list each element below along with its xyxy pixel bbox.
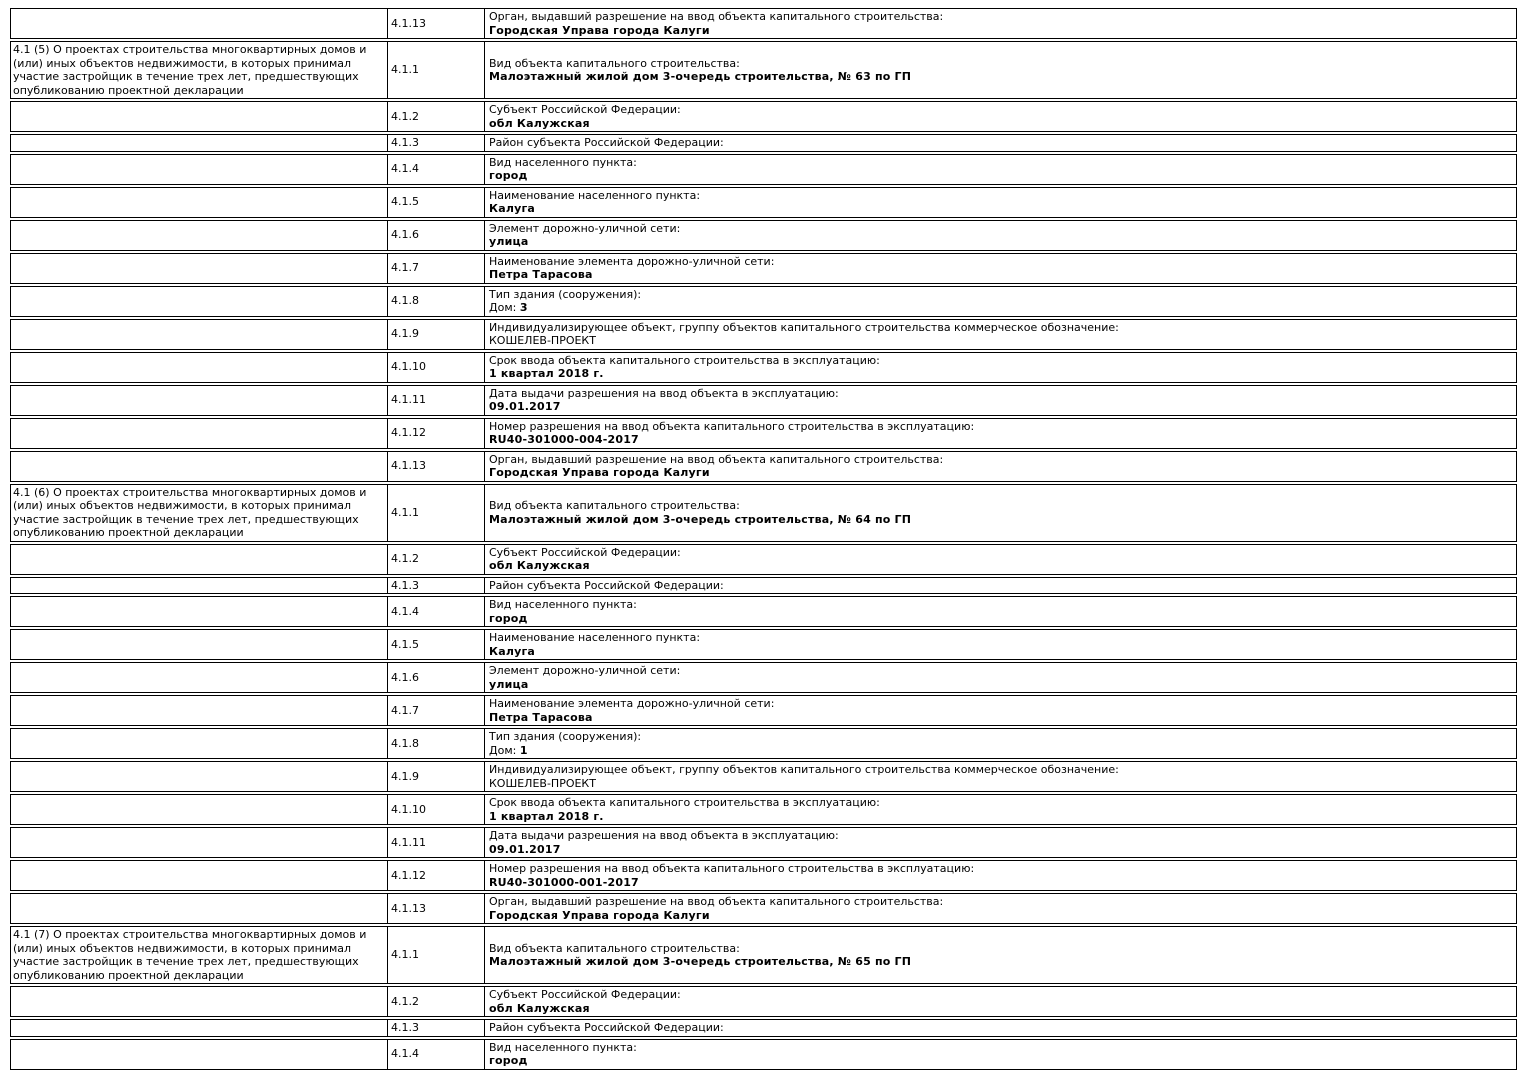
- field-value-prefix: Дом:: [489, 743, 520, 757]
- field-label: Орган, выдавший разрешение на ввод объекта капитального строительства:: [489, 10, 944, 23]
- row-number-cell: 4.1.12: [387, 860, 485, 891]
- row-number-cell: 4.1.10: [387, 352, 485, 383]
- table-row: [10, 926, 1517, 984]
- row-number-cell: 4.1.13: [387, 893, 485, 924]
- section-description-cell: [10, 101, 388, 132]
- field-label: Орган, выдавший разрешение на ввод объекта капитального строительства:: [489, 895, 944, 908]
- field-label: Субъект Российской Федерации:: [489, 545, 681, 559]
- section-description-cell: [10, 418, 388, 449]
- field-cell: [484, 134, 1517, 152]
- row-number-cell: 4.1.8: [387, 728, 485, 759]
- field-value: [489, 301, 1512, 315]
- field-cell: [484, 385, 1517, 416]
- row-number-cell: 4.1.3: [387, 1019, 485, 1037]
- field-label: Район субъекта Российской Федерации:: [489, 136, 724, 149]
- row-number-cell: 4.1.2: [387, 544, 485, 575]
- field-value: город: [489, 169, 528, 182]
- table-row: [10, 385, 1517, 416]
- section-description-cell: 4.1 (6) О проектах строительства многоквартирных домов и (или) иных объектов недвижимости, в которых принимал участие застройщик в течение трех лет, предшествующих опубликованию проектной декларации: [10, 484, 388, 542]
- section-description-cell: [10, 695, 388, 726]
- field-value-bold: 3: [519, 301, 528, 314]
- section-description-cell: [10, 286, 388, 317]
- table-row: [10, 544, 1517, 575]
- table-row: [10, 827, 1517, 858]
- field-label: Срок ввода объекта капитального строительства в эксплуатацию:: [489, 353, 880, 367]
- table-row: [10, 418, 1517, 449]
- field-value: Малоэтажный жилой дом 3-очередь строительства, № 64 по ГП: [489, 512, 912, 526]
- table-row: [10, 860, 1517, 891]
- section-description-cell: [10, 893, 388, 924]
- field-label: Элемент дорожно-уличной сети:: [489, 664, 681, 677]
- field-cell: [484, 893, 1517, 924]
- section-description-cell: [10, 761, 388, 792]
- row-number-cell: 4.1.4: [387, 596, 485, 627]
- field-cell: [484, 629, 1517, 660]
- field-label: Номер разрешения на ввод объекта капитального строительства в эксплуатацию:: [489, 419, 975, 433]
- field-label: Срок ввода объекта капитального строительства в эксплуатацию:: [489, 796, 880, 809]
- field-cell: [484, 544, 1517, 575]
- field-value: Калуга: [489, 202, 536, 215]
- table-row: [10, 695, 1517, 726]
- table-row: [10, 596, 1517, 627]
- field-cell: [484, 484, 1517, 542]
- row-number-cell: 4.1.3: [387, 134, 485, 152]
- section-description-cell: [10, 827, 388, 858]
- section-description-cell: [10, 544, 388, 575]
- section-description-cell: [10, 596, 388, 627]
- table-row: [10, 101, 1517, 132]
- field-cell: [484, 220, 1517, 251]
- field-value: город: [489, 611, 528, 625]
- field-cell: [484, 986, 1517, 1017]
- row-number-cell: 4.1.3: [387, 577, 485, 595]
- row-number-cell: 4.1.6: [387, 220, 485, 251]
- row-number-cell: 4.1.9: [387, 761, 485, 792]
- table-row: [10, 154, 1517, 185]
- field-cell: [484, 101, 1517, 132]
- field-value: обл Калужская: [489, 116, 590, 130]
- field-label: Район субъекта Российской Федерации:: [489, 578, 724, 592]
- row-number-cell: 4.1.11: [387, 385, 485, 416]
- section-description-cell: [10, 451, 388, 482]
- field-value: RU40-301000-001-2017: [489, 875, 639, 889]
- section-description-cell: [10, 187, 388, 218]
- table-row: [10, 1039, 1517, 1070]
- field-value: Городская Управа города Калуги: [489, 908, 710, 922]
- table-row: [10, 187, 1517, 218]
- table-row: [10, 484, 1517, 542]
- field-label: Дата выдачи разрешения на ввод объекта в эксплуатацию:: [489, 829, 839, 842]
- field-value: RU40-301000-004-2017: [489, 433, 639, 446]
- field-cell: [484, 860, 1517, 891]
- field-cell: [484, 319, 1517, 350]
- field-value: улица: [489, 235, 529, 248]
- table-row: [10, 893, 1517, 924]
- row-number-cell: 4.1.4: [387, 1039, 485, 1070]
- section-description-cell: [10, 662, 388, 693]
- field-label: Индивидуализирующее объект, группу объектов капитального строительства коммерческое обозначение:: [489, 320, 1119, 334]
- field-value: Петра Тарасова: [489, 268, 593, 281]
- field-value: [489, 744, 1512, 758]
- table-row: [10, 352, 1517, 383]
- field-value: Городская Управа города Калуги: [489, 23, 710, 37]
- section-description-cell: [10, 134, 388, 152]
- field-label: Вид объекта капитального строительства:: [489, 56, 740, 70]
- field-value: 09.01.2017: [489, 842, 561, 856]
- declaration-table: [10, 8, 1517, 1070]
- field-cell: [484, 577, 1517, 595]
- field-label: Вид населенного пункта:: [489, 155, 637, 169]
- field-cell: [484, 286, 1517, 317]
- section-description-cell: [10, 319, 388, 350]
- field-value: Малоэтажный жилой дом 3-очередь строительства, № 63 по ГП: [489, 70, 912, 83]
- field-value: город: [489, 1054, 528, 1067]
- field-label: Субъект Российской Федерации:: [489, 988, 681, 1001]
- field-cell: [484, 728, 1517, 759]
- section-description-cell: [10, 986, 388, 1017]
- field-cell: [484, 1039, 1517, 1070]
- field-value: обл Калужская: [489, 559, 590, 572]
- field-value-bold: 1: [519, 743, 528, 757]
- row-number-cell: 4.1.5: [387, 629, 485, 660]
- field-cell: [484, 41, 1517, 99]
- field-label: Наименование элемента дорожно-уличной сети:: [489, 254, 775, 268]
- field-label: Вид населенного пункта:: [489, 598, 637, 611]
- field-label: Наименование населенного пункта:: [489, 188, 701, 202]
- section-description-cell: [10, 8, 388, 39]
- field-label: Район субъекта Российской Федерации:: [489, 1021, 724, 1034]
- field-label: Наименование населенного пункта:: [489, 631, 701, 644]
- table-row: [10, 1019, 1517, 1037]
- field-value: Калуга: [489, 644, 536, 658]
- table-row: [10, 761, 1517, 792]
- field-value: улица: [489, 677, 529, 691]
- section-description-cell: [10, 794, 388, 825]
- field-value: 09.01.2017: [489, 400, 561, 413]
- table-row: [10, 319, 1517, 350]
- field-label: Тип здания (сооружения):: [489, 730, 642, 743]
- field-value: обл Калужская: [489, 1001, 590, 1015]
- section-description-cell: [10, 220, 388, 251]
- row-number-cell: 4.1.1: [387, 41, 485, 99]
- field-value: КОШЕЛЕВ-ПРОЕКТ: [489, 776, 596, 790]
- field-cell: [484, 253, 1517, 284]
- row-number-cell: 4.1.7: [387, 695, 485, 726]
- table-row: [10, 134, 1517, 152]
- field-cell: [484, 926, 1517, 984]
- field-cell: [484, 596, 1517, 627]
- field-cell: [484, 187, 1517, 218]
- field-label: Номер разрешения на ввод объекта капитального строительства в эксплуатацию:: [489, 862, 975, 875]
- table-row: [10, 286, 1517, 317]
- field-cell: [484, 761, 1517, 792]
- field-label: Наименование элемента дорожно-уличной сети:: [489, 697, 775, 710]
- row-number-cell: 4.1.4: [387, 154, 485, 185]
- section-description-cell: 4.1 (5) О проектах строительства многоквартирных домов и (или) иных объектов недвижимости, в которых принимал участие застройщик в течение трех лет, предшествующих опубликованию проектной декларации: [10, 41, 388, 99]
- field-label: Орган, выдавший разрешение на ввод объекта капитального строительства:: [489, 452, 944, 466]
- section-description-cell: [10, 1019, 388, 1037]
- table-row: [10, 8, 1517, 39]
- row-number-cell: 4.1.2: [387, 101, 485, 132]
- field-cell: [484, 662, 1517, 693]
- field-cell: [484, 418, 1517, 449]
- field-label: Индивидуализирующее объект, группу объектов капитального строительства коммерческое обозначение:: [489, 763, 1119, 776]
- section-description-cell: [10, 577, 388, 595]
- field-cell: [484, 451, 1517, 482]
- field-value: Петра Тарасова: [489, 710, 593, 724]
- row-number-cell: 4.1.13: [387, 451, 485, 482]
- field-cell: [484, 1019, 1517, 1037]
- section-description-cell: [10, 728, 388, 759]
- section-description-cell: 4.1 (7) О проектах строительства многоквартирных домов и (или) иных объектов недвижимости, в которых принимал участие застройщик в течение трех лет, предшествующих опубликованию проектной декларации: [10, 926, 388, 984]
- field-cell: [484, 794, 1517, 825]
- table-row: [10, 629, 1517, 660]
- row-number-cell: 4.1.12: [387, 418, 485, 449]
- table-row: [10, 728, 1517, 759]
- section-description-cell: [10, 1039, 388, 1070]
- field-label: Дата выдачи разрешения на ввод объекта в эксплуатацию:: [489, 386, 839, 400]
- section-description-cell: [10, 352, 388, 383]
- row-number-cell: 4.1.5: [387, 187, 485, 218]
- row-number-cell: 4.1.1: [387, 484, 485, 542]
- field-cell: [484, 352, 1517, 383]
- field-label: Субъект Российской Федерации:: [489, 103, 681, 116]
- field-value: Городская Управа города Калуги: [489, 466, 710, 479]
- table-row: [10, 451, 1517, 482]
- field-label: Вид населенного пункта:: [489, 1040, 637, 1054]
- row-number-cell: 4.1.13: [387, 8, 485, 39]
- row-number-cell: 4.1.1: [387, 926, 485, 984]
- row-number-cell: 4.1.9: [387, 319, 485, 350]
- field-cell: [484, 154, 1517, 185]
- row-number-cell: 4.1.7: [387, 253, 485, 284]
- table-row: [10, 794, 1517, 825]
- field-label: Вид объекта капитального строительства:: [489, 941, 740, 955]
- field-value: 1 квартал 2018 г.: [489, 809, 604, 823]
- table-row: [10, 577, 1517, 595]
- field-value: КОШЕЛЕВ-ПРОЕКТ: [489, 334, 596, 347]
- section-description-cell: [10, 629, 388, 660]
- row-number-cell: 4.1.10: [387, 794, 485, 825]
- field-cell: [484, 8, 1517, 39]
- section-description-cell: [10, 154, 388, 185]
- field-label: Тип здания (сооружения):: [489, 287, 642, 301]
- table-row: [10, 41, 1517, 99]
- field-label: Вид объекта капитального строительства:: [489, 499, 740, 512]
- row-number-cell: 4.1.8: [387, 286, 485, 317]
- row-number-cell: 4.1.11: [387, 827, 485, 858]
- table-row: [10, 986, 1517, 1017]
- section-description-cell: [10, 860, 388, 891]
- field-cell: [484, 695, 1517, 726]
- row-number-cell: 4.1.6: [387, 662, 485, 693]
- field-label: Элемент дорожно-уличной сети:: [489, 221, 681, 235]
- field-value-prefix: Дом:: [489, 301, 520, 314]
- field-value: 1 квартал 2018 г.: [489, 367, 604, 380]
- section-description-cell: [10, 253, 388, 284]
- row-number-cell: 4.1.2: [387, 986, 485, 1017]
- table-row: [10, 662, 1517, 693]
- table-row: [10, 253, 1517, 284]
- field-cell: [484, 827, 1517, 858]
- field-value: Малоэтажный жилой дом 3-очередь строительства, № 65 по ГП: [489, 955, 912, 968]
- section-description-cell: [10, 385, 388, 416]
- table-row: [10, 220, 1517, 251]
